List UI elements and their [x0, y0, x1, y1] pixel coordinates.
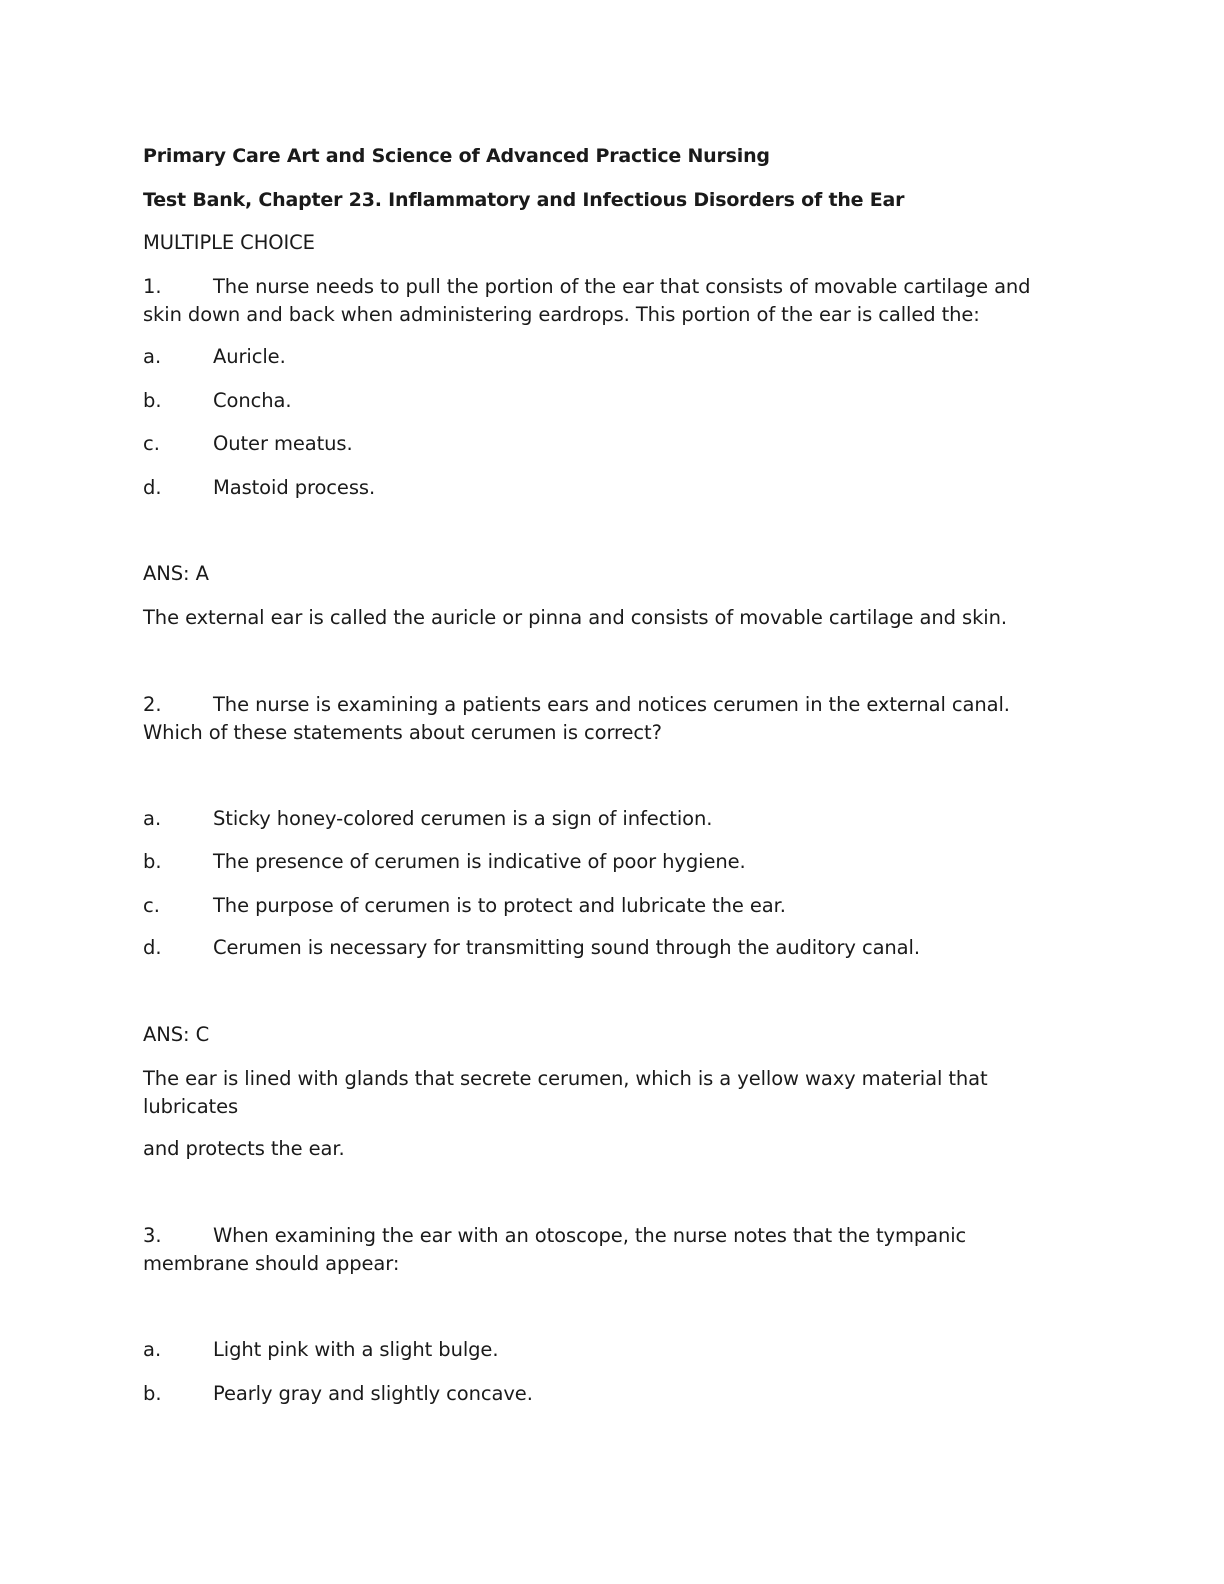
option-text: The presence of cerumen is indicative of poor hygiene. [213, 850, 746, 873]
option-text: Auricle. [213, 345, 286, 368]
question-number: 1. [143, 275, 162, 298]
book-title: Primary Care Art and Science of Advanced Practice Nursing [143, 145, 770, 167]
option-text: Mastoid process. [213, 476, 376, 499]
answer-key: ANS: C [143, 1023, 210, 1046]
option-letter: c. [143, 894, 160, 917]
section-label: MULTIPLE CHOICE [143, 231, 315, 254]
question-number: 2. [143, 693, 162, 716]
question-stem-continued: membrane should appear: [143, 1252, 400, 1275]
question-stem: The nurse needs to pull the portion of the ear that consists of movable cartilage and [213, 275, 1031, 298]
option-text: Light pink with a slight bulge. [213, 1338, 499, 1361]
option-letter: d. [143, 936, 162, 959]
question-stem: When examining the ear with an otoscope, the nurse notes that the tympanic [213, 1224, 967, 1247]
option-letter: b. [143, 850, 162, 873]
question-stem-continued: Which of these statements about cerumen is correct? [143, 721, 662, 744]
rationale: The ear is lined with glands that secrete cerumen, which is a yellow waxy material that [143, 1067, 988, 1090]
option-letter: b. [143, 389, 162, 412]
rationale: The external ear is called the auricle or pinna and consists of movable cartilage and skin. [143, 606, 1007, 629]
option-letter: a. [143, 1338, 162, 1361]
answer-key: ANS: A [143, 562, 209, 585]
option-letter: c. [143, 432, 160, 455]
option-letter: b. [143, 1382, 162, 1405]
rationale: lubricates [143, 1095, 239, 1118]
option-letter: a. [143, 345, 162, 368]
rationale: and protects the ear. [143, 1137, 345, 1160]
question-stem: The nurse is examining a patients ears and notices cerumen in the external canal. [213, 693, 1010, 716]
option-letter: d. [143, 476, 162, 499]
question-stem-continued: skin down and back when administering eardrops. This portion of the ear is called the: [143, 303, 980, 326]
option-text: Sticky honey-colored cerumen is a sign of infection. [213, 807, 713, 830]
option-text: Cerumen is necessary for transmitting sound through the auditory canal. [213, 936, 920, 959]
option-text: Pearly gray and slightly concave. [213, 1382, 533, 1405]
option-letter: a. [143, 807, 162, 830]
option-text: Outer meatus. [213, 432, 353, 455]
chapter-title: Test Bank, Chapter 23. Inflammatory and Infectious Disorders of the Ear [143, 189, 905, 211]
question-number: 3. [143, 1224, 162, 1247]
option-text: The purpose of cerumen is to protect and lubricate the ear. [213, 894, 786, 917]
option-text: Concha. [213, 389, 292, 412]
